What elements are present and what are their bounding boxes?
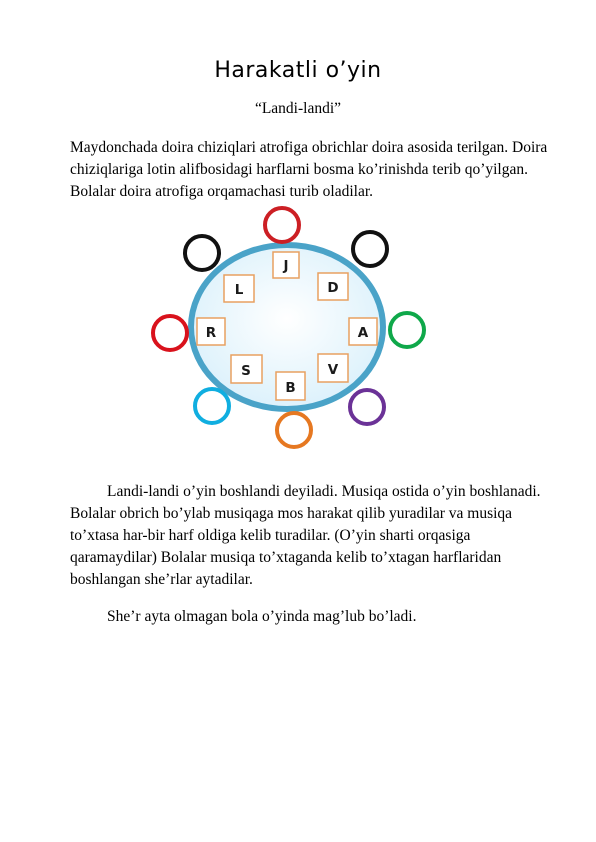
letter-card-b — [276, 372, 305, 400]
rules-paragraph: Landi-landi o’yin boshlandi deyiladi. Musiqa ostida o’yin boshlanadi. Bolalar obrich bo’ylab musiqaga mos harakat qilib yuradilar va musiqa to’xtasa har-bir harf oldiga kelib turadilar. (O’yin sharti orqasiga qaramaydilar) Bolalar musiqa to’xtaganda kelib to’xtagan harflaridan boshlangan she’rlar aytadilar. — [70, 483, 541, 588]
letter-card-s — [231, 355, 262, 383]
letter-v: V — [327, 362, 339, 378]
hoop-top-right — [353, 232, 387, 266]
letter-d: D — [327, 280, 339, 296]
game-field-diagram — [0, 200, 596, 460]
letter-s: S — [241, 363, 251, 379]
hoop-top — [265, 208, 299, 242]
letter-card-a — [349, 318, 377, 345]
letter-l: L — [234, 282, 244, 298]
letter-a: A — [357, 325, 369, 341]
letter-card-v — [318, 354, 348, 382]
hoop-bottom — [277, 413, 311, 447]
letter-card-l — [224, 275, 254, 302]
hoop-top-left — [185, 236, 219, 270]
letter-r: R — [205, 325, 217, 341]
letter-card-j — [273, 252, 299, 278]
outcome-paragraph: She’r ayta olmagan bola o’yinda mag’lub bo’ladi. — [107, 608, 417, 625]
hoop-bottom-right — [350, 390, 384, 424]
hoop-bottom-left — [195, 389, 229, 423]
game-name-subtitle: “Landi-landi” — [254, 100, 342, 117]
letter-card-d — [318, 273, 348, 300]
page-title: Harakatli o’yin — [214, 58, 382, 83]
intro-paragraph: Maydonchada doira chiziqlari atrofiga obrichlar doira asosida terilgan. Doira chiziqlariga lotin alifbosidagi harflarni bosma ko’rinishda terib qo’yilgan. Bolalar doira atrofiga orqamachasi turib oladilar. — [70, 139, 548, 200]
letter-j: J — [283, 258, 289, 274]
hoop-left — [153, 316, 187, 350]
hoop-right — [390, 313, 424, 347]
letter-b: B — [285, 380, 296, 396]
letter-card-r — [197, 318, 225, 345]
